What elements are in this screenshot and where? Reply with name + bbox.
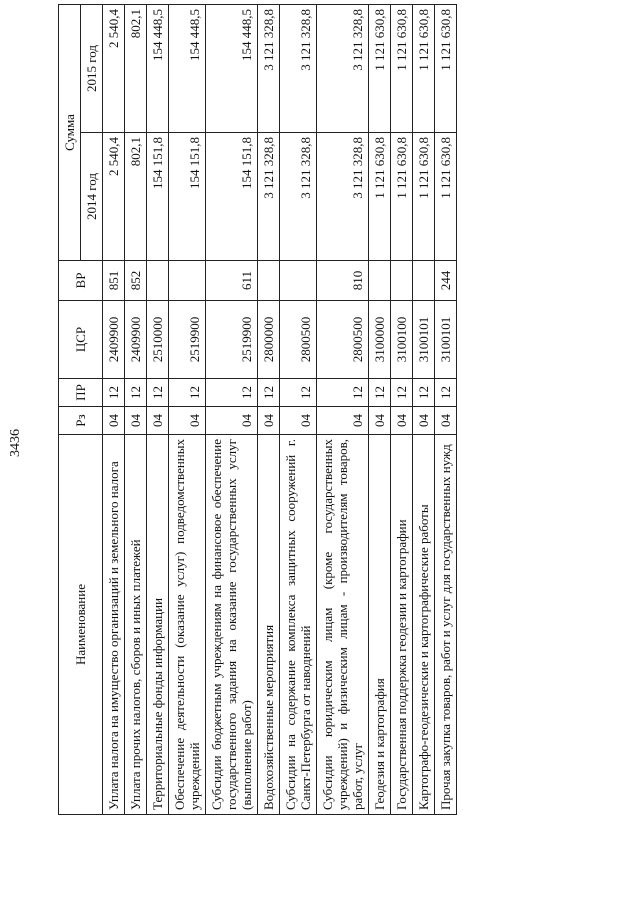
row-2015: 1 121 630,8 (435, 5, 457, 133)
row-pr: 12 (435, 379, 457, 407)
row-rz: 04 (147, 407, 169, 435)
row-2014: 1 121 630,8 (435, 133, 457, 261)
row-vr (413, 261, 435, 301)
header-2014: 2014 год (81, 133, 103, 261)
row-2015: 3 121 328,8 (258, 5, 280, 133)
row-csr: 3100000 (369, 301, 391, 379)
header-rz: Рз (59, 407, 103, 435)
header-2015: 2015 год (81, 5, 103, 133)
row-rz: 04 (413, 407, 435, 435)
row-rz: 04 (103, 407, 125, 435)
header-name: Наименование (59, 435, 103, 815)
row-pr: 12 (258, 379, 280, 407)
header-pr: ПР (59, 379, 103, 407)
row-2014: 3 121 328,8 (258, 133, 280, 261)
table-row (169, 5, 206, 815)
row-2014: 3 121 328,8 (317, 133, 369, 261)
row-rz: 04 (369, 407, 391, 435)
row-pr: 12 (169, 379, 206, 407)
row-name: Субсидии бюджетным учреждениям на финансовое обеспечение государственного задания на оказание государственных услуг (выполнение работ) (206, 435, 258, 815)
table-row (258, 5, 280, 815)
table-row (280, 5, 317, 815)
row-rz: 04 (169, 407, 206, 435)
row-2015: 3 121 328,8 (317, 5, 369, 133)
row-pr: 12 (391, 379, 413, 407)
row-vr: 852 (125, 261, 147, 301)
row-vr (391, 261, 413, 301)
row-name: Государственная поддержка геодезии и картографии (391, 435, 413, 815)
row-name: Геодезия и картография (369, 435, 391, 815)
table-row (391, 5, 413, 815)
row-2015: 1 121 630,8 (391, 5, 413, 133)
row-csr: 3100101 (435, 301, 457, 379)
row-rz: 04 (391, 407, 413, 435)
table-row (317, 5, 369, 815)
row-vr: 244 (435, 261, 457, 301)
row-vr: 611 (206, 261, 258, 301)
row-2014: 1 121 630,8 (391, 133, 413, 261)
budget-table (58, 4, 457, 815)
row-2015: 1 121 630,8 (413, 5, 435, 133)
row-2014: 1 121 630,8 (369, 133, 391, 261)
table-body (103, 5, 457, 815)
row-vr (147, 261, 169, 301)
row-csr: 2800500 (280, 301, 317, 379)
table-row (413, 5, 435, 815)
row-name: Картографо-геодезические и картографические работы (413, 435, 435, 815)
table-row (206, 5, 258, 815)
row-pr: 12 (125, 379, 147, 407)
row-2015: 154 448,5 (206, 5, 258, 133)
row-2015: 802,1 (125, 5, 147, 133)
row-csr: 3100100 (391, 301, 413, 379)
row-rz: 04 (280, 407, 317, 435)
row-2014: 1 121 630,8 (413, 133, 435, 261)
table-row (435, 5, 457, 815)
row-name: Субсидии юридическим лицам (кроме государственных учреждений) и физическим лицам - производителям товаров, работ, услуг (317, 435, 369, 815)
row-pr: 12 (413, 379, 435, 407)
row-name: Уплата налога на имущество организаций и земельного налога (103, 435, 125, 815)
row-name: Субсидии на содержание комплекса защитных сооружений г. Санкт-Петербурга от наводнений (280, 435, 317, 815)
table-row (369, 5, 391, 815)
row-2014: 3 121 328,8 (280, 133, 317, 261)
row-csr: 2409900 (125, 301, 147, 379)
table-row (103, 5, 125, 815)
row-pr: 12 (280, 379, 317, 407)
table-row (147, 5, 169, 815)
row-vr (258, 261, 280, 301)
row-2015: 154 448,5 (169, 5, 206, 133)
row-name: Водохозяйственные мероприятия (258, 435, 280, 815)
page-number: 3436 (8, 429, 23, 457)
row-rz: 04 (206, 407, 258, 435)
row-name: Обеспечение деятельности (оказание услуг) подведомственных учреждений (169, 435, 206, 815)
row-vr: 810 (317, 261, 369, 301)
row-csr: 2519900 (206, 301, 258, 379)
row-2014: 802,1 (125, 133, 147, 261)
row-csr: 3100101 (413, 301, 435, 379)
row-pr: 12 (147, 379, 169, 407)
row-rz: 04 (258, 407, 280, 435)
row-csr: 2800500 (317, 301, 369, 379)
row-name: Территориальные фонды информации (147, 435, 169, 815)
row-csr: 2510000 (147, 301, 169, 379)
row-pr: 12 (369, 379, 391, 407)
row-2014: 2 540,4 (103, 133, 125, 261)
row-csr: 2519900 (169, 301, 206, 379)
row-name: Прочая закупка товаров, работ и услуг для государственных нужд (435, 435, 457, 815)
row-2014: 154 151,8 (169, 133, 206, 261)
row-csr: 2800000 (258, 301, 280, 379)
row-csr: 2409900 (103, 301, 125, 379)
row-2015: 3 121 328,8 (280, 5, 317, 133)
row-pr: 12 (317, 379, 369, 407)
header-csr: ЦСР (59, 301, 103, 379)
row-2015: 2 540,4 (103, 5, 125, 133)
row-rz: 04 (317, 407, 369, 435)
table-row (125, 5, 147, 815)
row-2014: 154 151,8 (206, 133, 258, 261)
row-rz: 04 (435, 407, 457, 435)
row-2015: 154 448,5 (147, 5, 169, 133)
row-pr: 12 (206, 379, 258, 407)
row-vr: 851 (103, 261, 125, 301)
row-pr: 12 (103, 379, 125, 407)
header-sum: Сумма (59, 5, 81, 261)
header-vr: ВР (59, 261, 103, 301)
row-2015: 1 121 630,8 (369, 5, 391, 133)
row-2014: 154 151,8 (147, 133, 169, 261)
row-vr (169, 261, 206, 301)
row-vr (369, 261, 391, 301)
row-rz: 04 (125, 407, 147, 435)
row-name: Уплата прочих налогов, сборов и иных платежей (125, 435, 147, 815)
row-vr (280, 261, 317, 301)
